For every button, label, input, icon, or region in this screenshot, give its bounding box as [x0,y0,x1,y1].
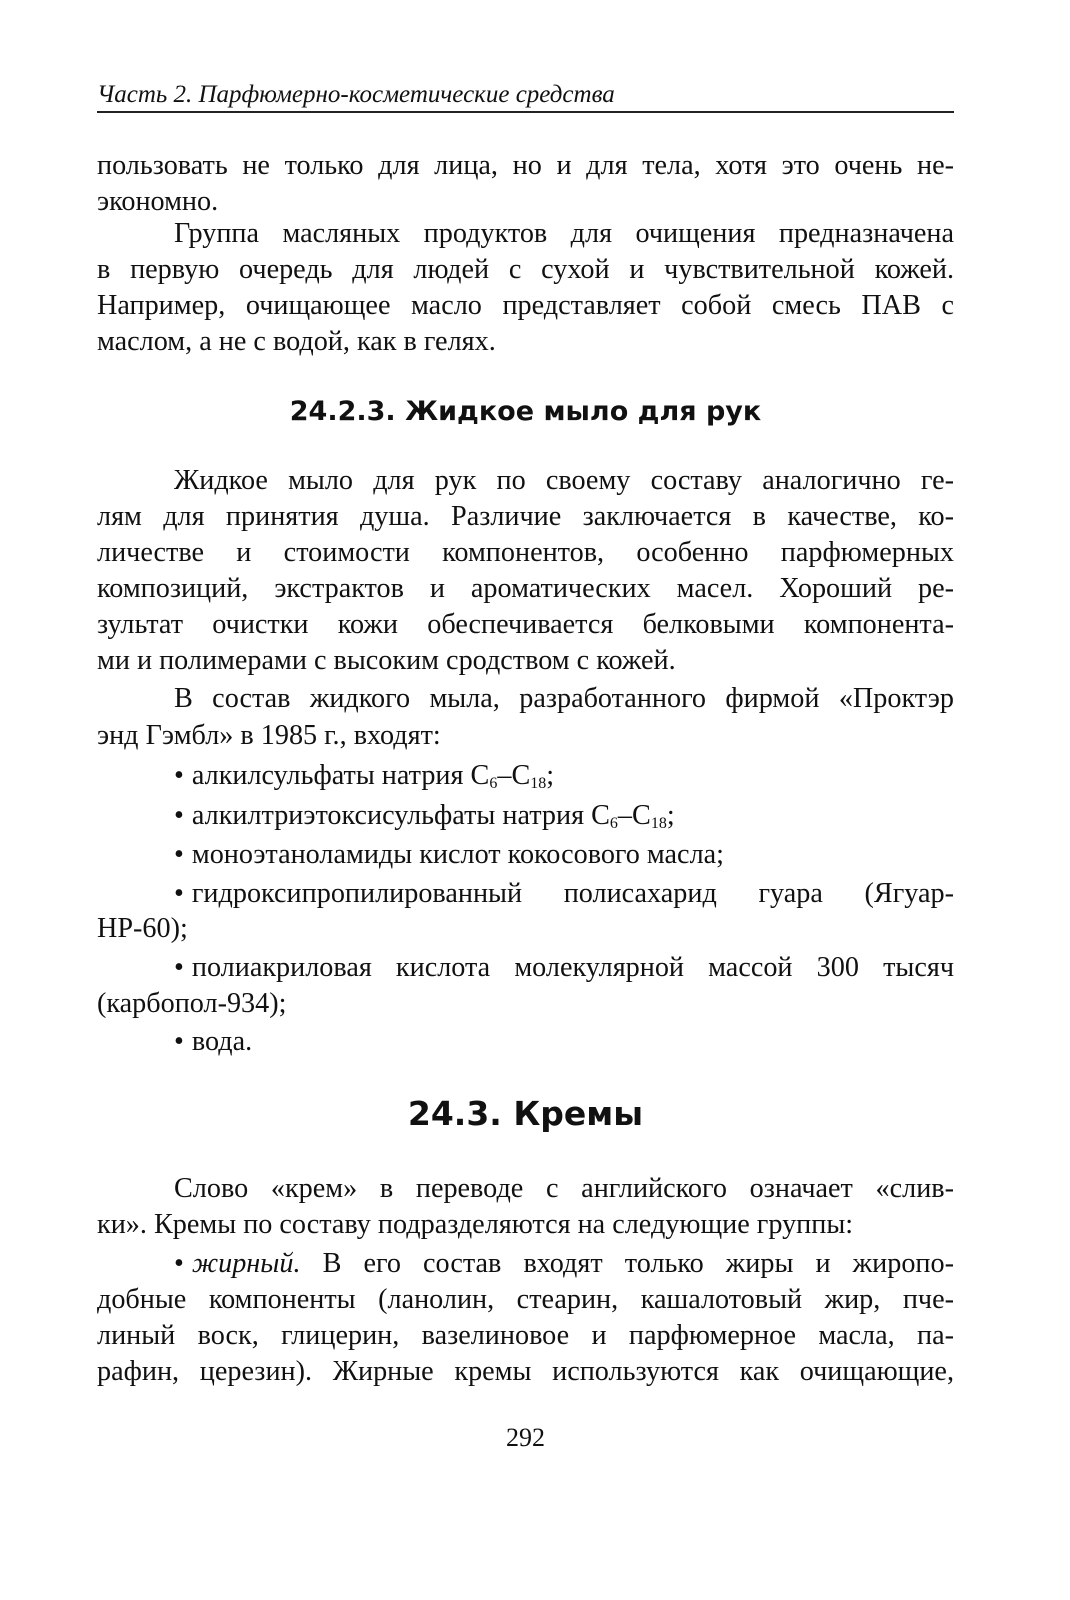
body-line: Жидкое мыло для рук по своему составу аналогично ге- [174,465,954,496]
body-line: линый воск, глицерин, вазелиновое и парфюмерное масла, па- [97,1320,954,1351]
list-item-text: полиакриловая кислота молекулярной массой 300 тысяч [191,952,954,983]
subscript: 18 [650,815,667,832]
body-line: Группа масляных продуктов для очищения предназначена [174,218,954,249]
list-item-text: –C [497,760,531,791]
section-heading: 24.3. Кремы [407,1094,644,1133]
subsection-heading: 24.2.3. Жидкое мыло для рук [289,396,762,427]
body-line: зультат очистки кожи обеспечивается белковыми компонента- [97,609,954,640]
body-line: маслом, а не с водой, как в гелях. [97,326,496,357]
body-line: рафин, церезин). Жирные кремы используются как очищающие, [97,1356,954,1387]
list-item-continuation: HP-60); [97,913,188,944]
list-item-text: алкилсульфаты натрия C [191,760,490,791]
body-line: энд Гэмбл» в 1985 г., входят: [97,720,441,751]
body-line: в первую очередь для людей с сухой и чувствительной кожей. [97,254,954,285]
list-item [174,950,954,986]
body-line: лям для принятия душа. Различие заключается в качестве, ко- [97,501,954,532]
list-item [174,1024,252,1060]
body-line: личестве и стоимости компонентов, особенно парфюмерных [97,537,954,568]
body-line: пользовать не только для лица, но и для тела, хотя это очень не- [97,150,954,181]
running-head [97,79,954,113]
body-line: Например, очищающее масло представляет собой смесь ПАВ с [97,290,954,321]
body-line: добные компоненты (ланолин, стеарин, кашалотовый жир, пче- [97,1284,954,1315]
list-item-text: моноэтаноламиды кислот кокосового масла; [191,839,724,870]
list-item-text: вода. [191,1026,253,1057]
body-line: композиций, экстрактов и ароматических масел. Хороший ре- [97,573,954,604]
body-line: Слово «крем» в переводе с английского означает «слив- [174,1173,954,1204]
subscript: 18 [530,775,547,792]
body-line: В состав жидкого мыла, разработанного фирмой «Проктэр [174,683,954,714]
list-item [174,876,954,912]
body-line: ми и полимерами с высоким сродством с кожей. [97,645,676,676]
list-item [174,1246,954,1282]
list-item-text: –C [617,800,651,831]
list-item-term: жирный. [191,1248,301,1279]
list-item-text: ; [666,800,675,831]
running-head-text: Часть 2. Парфюмерно-косметические средства [97,81,615,108]
list-item [174,798,675,834]
subscript: 6 [609,815,618,832]
subscript: 6 [489,775,498,792]
list-item-text: гидроксипропилированный полисахарид гуара (Ягуар- [191,878,954,909]
list-item-text: алкилтриэтоксисульфаты натрия C [191,800,610,831]
list-item-text: В его состав входят только жиры и жиропо- [322,1248,954,1279]
body-line: ки». Кремы по составу подразделяются на следующие группы: [97,1209,854,1240]
list-item-text: ; [546,760,555,791]
list-item [174,758,554,794]
page-number: 292 [506,1423,545,1452]
list-item-continuation: (карбопол-934); [97,988,287,1019]
body-line: экономно. [97,186,219,217]
list-item [174,837,724,873]
